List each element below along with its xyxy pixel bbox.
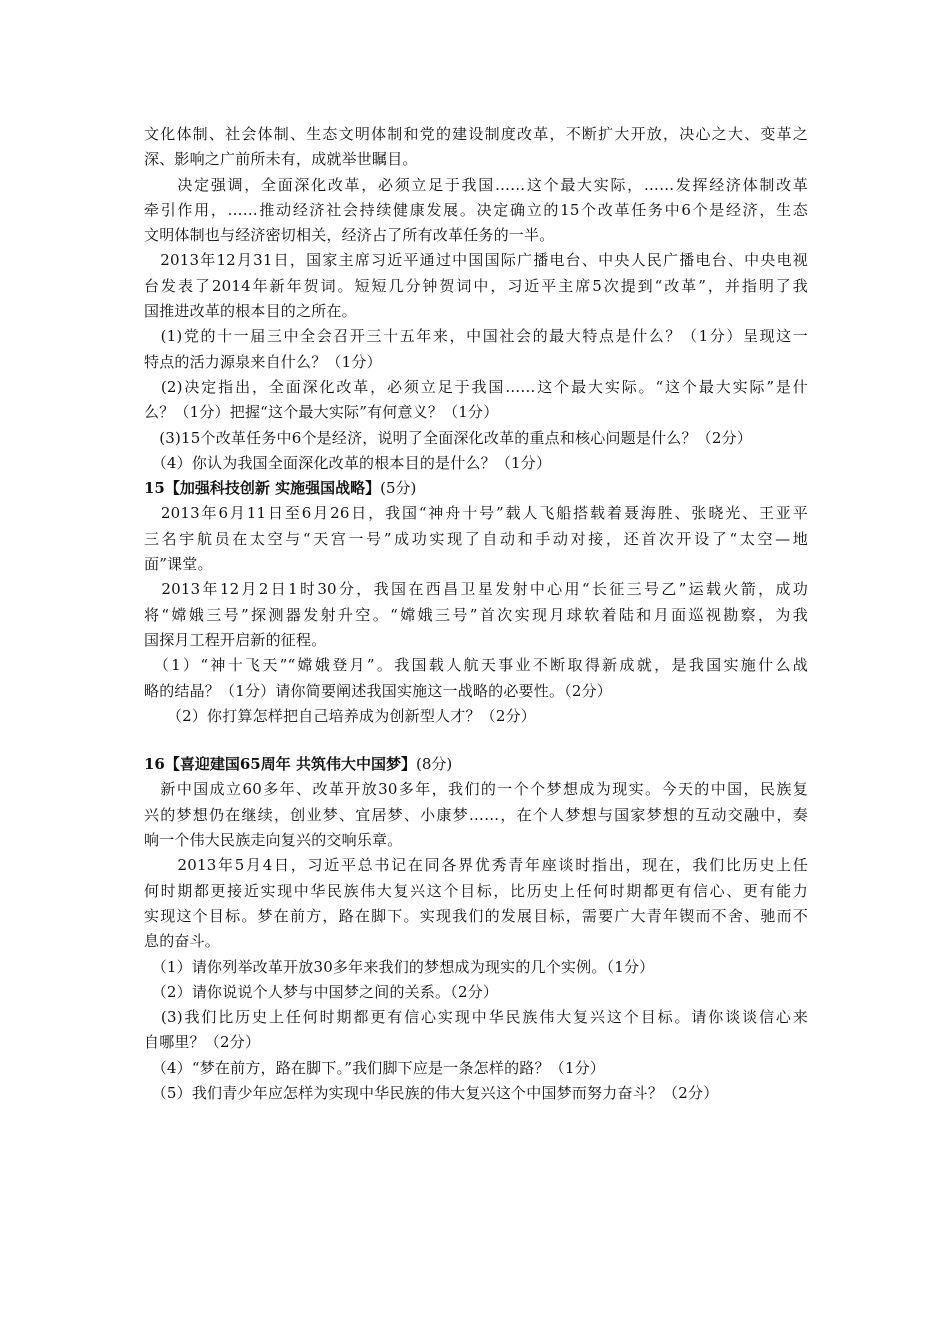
text-line: （2）你打算怎样把自己培养成为创新型人才？（2分） [144, 706, 536, 725]
heading-score: (8分) [415, 755, 453, 774]
text-line: 2013年12月2日1时30分，我国在西昌卫星发射中心用“长征三号乙”运载火箭，成功 [144, 580, 808, 599]
text-line: (2)决定指出，全面深化改革，必须立足于我国……这个最大实际。“这个最大实际”是什 [144, 377, 808, 396]
text-line: 新中国成立60多年、改革开放30多年，我们的一个个梦想成为现实。今天的中国，民族复 [144, 780, 808, 799]
q16-paragraph-2 [144, 853, 808, 954]
q16-questions [144, 955, 808, 1107]
heading-score: (5分) [380, 479, 417, 498]
text-line: 文化体制、社会体制、生态文明体制和党的建设制度改革，不断扩大开放，决心之大、变革之 [144, 125, 808, 143]
text-line: (3)15个改革任务中6个是经济，说明了全面深化改革的重点和核心问题是什么？（2分） [144, 428, 753, 447]
text-line: 深、影响之广前所未有，成就举世瞩目。 [144, 150, 418, 169]
text-line: 实现这个目标。梦在前方，路在脚下。实现我们的发展目标，需要广大青年锲而不舍、驰而不 [144, 906, 808, 925]
section-spacer [144, 729, 808, 752]
text-line: 么？（1分）把握“这个最大实际”有何意义？（1分） [144, 403, 499, 422]
text-line: （4）“梦在前方，路在脚下。”我们脚下应是一条怎样的路？（1分） [144, 1058, 606, 1077]
question-item [144, 451, 808, 476]
intro-paragraph-1 [144, 122, 808, 173]
question-item [144, 1081, 808, 1106]
text-line: 响一个伟大民族走向复兴的交响乐章。 [144, 831, 403, 850]
document-page [144, 122, 808, 1106]
text-line: （1）“神十飞天”“嫦娥登月”。我国载人航天事业不断取得新成就，是我国实施什么战 [144, 656, 808, 675]
question-item [144, 980, 808, 1005]
text-line: 决定强调，全面深化改革，必须立足于我国……这个最大实际，……发挥经济体制改革 [144, 175, 808, 194]
q15-questions [144, 653, 808, 729]
heading-title: 16【喜迎建国65周年 共筑伟大中国梦】 [144, 755, 416, 774]
question-item [144, 653, 808, 704]
text-line: 2013年6月11日至6月26日，我国“神舟十号”载人飞船搭载着聂海胜、张晓光、王亚平 [144, 504, 808, 523]
text-line: 牵引作用，……推动经济社会持续健康发展。决定确立的15个改革任务中6个是经济，生态 [144, 200, 808, 219]
text-line: 息的奋斗。 [144, 932, 221, 951]
text-line: （1）请你列举改革开放30多年来我们的梦想成为现实的几个实例。（1分） [144, 957, 655, 976]
text-line: 国推进改革的根本目的之所在。 [144, 302, 357, 321]
q16-paragraph-1 [144, 777, 808, 853]
question-item [144, 955, 808, 980]
section-heading-15 [144, 476, 808, 501]
question-item [144, 324, 808, 375]
text-line: (1)党的十一届三中全会召开三十五年来，中国社会的最大特点是什么？（1分）呈现这一 [144, 327, 808, 346]
question-item [144, 1056, 808, 1081]
text-line: 2013年12月31日，国家主席习近平通过中国国际广播电台、中央人民广播电台、中央电视 [144, 251, 808, 270]
text-line: 兴的梦想仍在继续，创业梦、宜居梦、小康梦……，在个人梦想与国家梦想的互动交融中，奏 [144, 805, 808, 824]
text-line: 文明体制也与经济密切相关，经济占了所有改革任务的一半。 [144, 226, 555, 245]
intro-paragraph-3 [144, 248, 808, 324]
question-item [144, 375, 808, 426]
intro-questions [144, 324, 808, 476]
text-line: 自哪里？（2分） [144, 1033, 261, 1052]
question-item [144, 1005, 808, 1056]
text-line: 面”课堂。 [144, 555, 213, 574]
q15-paragraph-2 [144, 577, 808, 653]
text-line: 特点的活力源泉来自什么？（1分） [144, 352, 382, 371]
text-line: 台发表了2014年新年贺词。短短几分钟贺词中，习近平主席5次提到“改革”，并指明了我 [144, 276, 808, 295]
q15-paragraph-1 [144, 501, 808, 577]
section-heading-16 [144, 752, 808, 777]
text-line: 三名宇航员在太空与“天宫一号”成功实现了自动和手动对接，还首次开设了“太空—地 [144, 529, 808, 548]
text-line: 将“嫦娥三号”探测器发射升空。“嫦娥三号”首次实现月球软着陆和月面巡视勘察，为我 [144, 605, 808, 624]
question-item [144, 426, 808, 451]
question-item [144, 704, 808, 729]
text-line: 略的结晶？（1分）请你简要阐述我国实施这一战略的必要性。（2分） [144, 681, 612, 700]
text-line: 国探月工程开启新的征程。 [144, 630, 327, 649]
text-line: （4）你认为我国全面深化改革的根本目的是什么？（1分） [144, 453, 552, 472]
heading-title: 15【加强科技创新 实施强国战略】 [144, 479, 381, 498]
text-line: 2013年5月4日，习近平总书记在同各界优秀青年座谈时指出，现在，我们比历史上任 [144, 856, 808, 875]
text-line: （2）请你说说个人梦与中国梦之间的关系。（2分） [144, 982, 499, 1001]
text-line: （5）我们青少年应怎样为实现中华民族的伟大复兴这个中国梦而努力奋斗？（2分） [144, 1083, 719, 1102]
text-line: (3)我们比历史上任何时期都更有信心实现中华民族伟大复兴这个目标。请你谈谈信心来 [144, 1008, 808, 1027]
intro-paragraph-2 [144, 173, 808, 249]
text-line: 何时期都更接近实现中华民族伟大复兴这个目标，比历史上任何时期都更有信心、更有能力 [144, 881, 808, 900]
